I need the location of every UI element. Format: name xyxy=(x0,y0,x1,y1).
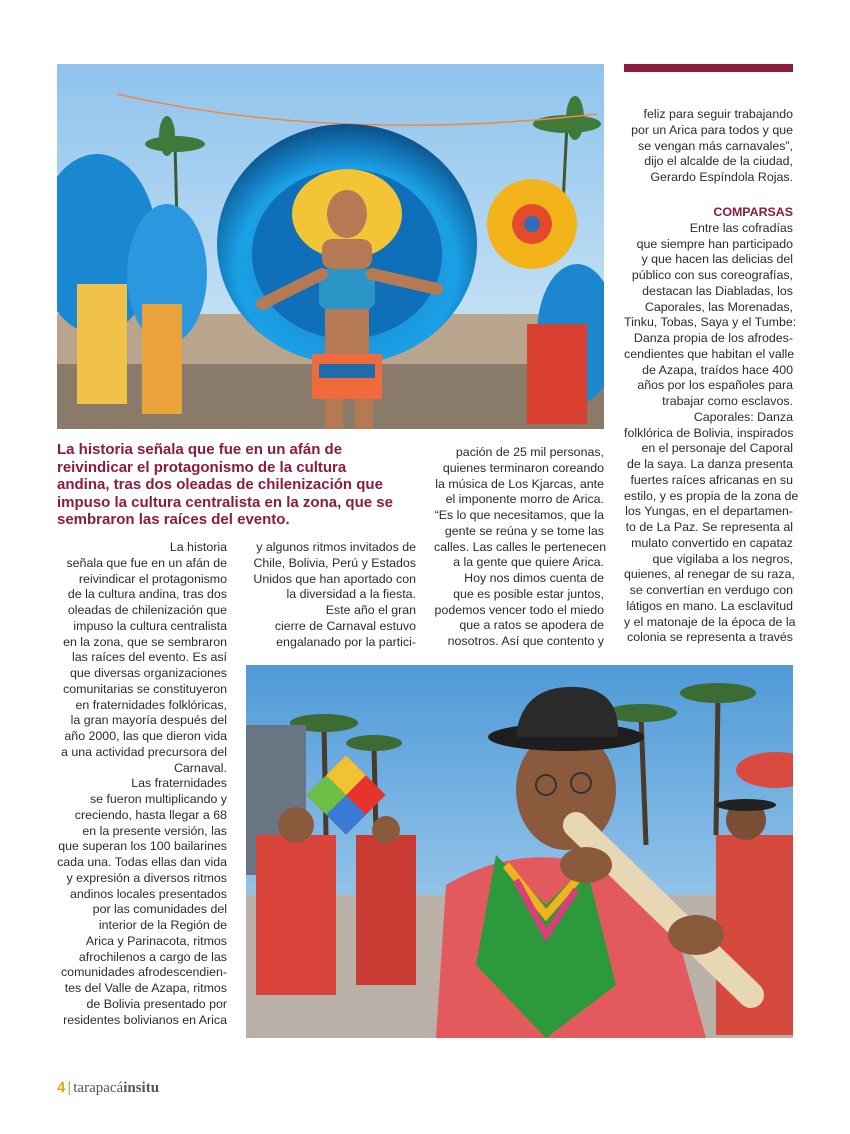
text-line: por un Arica para todos y que xyxy=(631,122,793,137)
text-line: de Bolivia presentado por xyxy=(86,996,227,1011)
magazine-brand-bold: insitu xyxy=(123,1080,160,1096)
text-line: que a ratos se apodera de xyxy=(459,618,604,633)
text-line: que superan los 100 bailarines xyxy=(58,839,227,854)
text-line: afrochilenos a cargo de las xyxy=(78,949,227,964)
text-line: y el matonaje de la época de la xyxy=(624,614,796,629)
text-line: Hoy nos dimos cuenta de xyxy=(464,571,604,585)
text-line: fuertes raíces africanas en su xyxy=(630,472,793,487)
text-line: quienes terminaron coreando xyxy=(442,460,604,475)
text-line: por las comunidades del xyxy=(92,902,227,917)
text-line: reivindicar el protagonismo xyxy=(78,571,227,586)
page-footer xyxy=(57,1079,159,1097)
text-line: cendientes que habitan el valle xyxy=(624,346,795,361)
pull-quote-line: La historia señala que fue en un afán de xyxy=(57,441,343,458)
text-line: nosotros. Así que contento y xyxy=(447,634,604,648)
footer-separator: | xyxy=(67,1079,72,1096)
text-line: podemos vencer todo el miedo xyxy=(434,602,604,617)
text-line: en fraternidades folklóricas, xyxy=(75,697,227,712)
text-line: trabajar como esclavos. xyxy=(662,394,793,408)
text-line: oleadas de chilenización que xyxy=(67,603,227,617)
text-line: se convertían en verdugo con xyxy=(629,583,793,597)
text-line: pación de 25 mil personas, xyxy=(455,445,604,459)
text-line: de la saya. La danza presenta xyxy=(626,457,793,471)
text-line: Danza propia de los afrodes- xyxy=(633,331,793,345)
pull-quote-line: sembraron las raíces del evento. xyxy=(57,511,290,529)
text-line: año 2000, las que dieron vida xyxy=(64,729,227,743)
text-line: los Yungas, en el departamen- xyxy=(625,504,793,519)
text-line: creciendo, hasta llegar a 68 xyxy=(74,807,227,822)
text-line: cierre de Carnaval estuvo xyxy=(274,618,416,633)
text-line: Caporales: Danza xyxy=(693,409,793,424)
text-line: tes del Valle de Azapa, ritmos xyxy=(64,981,227,995)
section-heading: COMPARSAS xyxy=(713,205,793,219)
text-line: a la gente que quiere Arica. xyxy=(453,555,604,570)
pull-quote xyxy=(57,441,409,529)
text-line: la gran mayoría después del xyxy=(70,713,227,728)
text-line: la música de Los Kjarcas, ante xyxy=(435,476,604,491)
text-line: La historia xyxy=(169,540,227,554)
text-line: látigos en mano. La esclavitud xyxy=(626,598,793,613)
article-column-3 xyxy=(434,445,607,650)
pull-quote-line: andina, tras dos oleadas de chilenización que xyxy=(57,476,383,494)
article-column-4 xyxy=(624,205,799,646)
text-line: a una actividad precursora del xyxy=(61,744,227,759)
text-line: Caporales, las Morenadas, xyxy=(644,299,793,314)
text-line: Este año el gran xyxy=(325,603,416,617)
text-line: público con sus coreografías, xyxy=(631,268,793,282)
text-line: estilo, y es propia de la zona de xyxy=(624,488,799,503)
page-number: 4 xyxy=(57,1079,66,1096)
text-line: Las fraternidades xyxy=(131,776,227,791)
text-line: y que hacen las delicias del xyxy=(641,252,793,267)
text-line: Chile, Bolivia, Perú y Estados xyxy=(253,555,416,570)
text-line: mulato convertido en capataz xyxy=(631,535,793,550)
article-column-4-top xyxy=(624,107,793,186)
text-line: cada una. Todas ellas dan vida xyxy=(57,855,227,869)
text-line: colonia se representa a través xyxy=(627,630,793,645)
text-line: feliz para seguir trabajando xyxy=(643,107,793,121)
text-line: andinos locales presentados xyxy=(69,886,227,901)
text-line: Arica y Parinacota, ritmos xyxy=(85,933,227,948)
pull-quote-line: impuso la cultura centralista en la zona, que se xyxy=(57,493,393,511)
text-line: de la cultura andina, tras dos xyxy=(67,587,227,602)
text-line: se vengan más carnavales”, xyxy=(638,138,793,153)
text-line: en la zona, que se sembraron xyxy=(63,634,227,649)
article-column-2 xyxy=(246,540,416,650)
text-line: Unidos que han aportado con xyxy=(253,571,416,586)
text-line: de Azapa, traídos hace 400 xyxy=(642,362,793,377)
accent-bar xyxy=(624,64,793,72)
pull-quote-line: reivindicar el protagonismo de la cultura xyxy=(57,458,347,476)
text-line: años por los españoles para xyxy=(637,378,793,393)
text-line: señala que fue en un afán de xyxy=(66,555,227,570)
text-line: y algunos ritmos invitados de xyxy=(256,540,416,554)
photo-carnival-dancer xyxy=(57,64,604,429)
text-line: las raíces del evento. Es así xyxy=(72,650,227,665)
text-line: residentes bolivianos en Arica xyxy=(63,1012,227,1027)
text-line: comunidades afrodescendien- xyxy=(60,965,227,980)
magazine-brand-light: tarapacá xyxy=(73,1080,124,1096)
text-line: Tinku, Tobas, Saya y el Tumbe: xyxy=(624,315,797,330)
text-line: Entre las cofradías xyxy=(689,220,793,235)
text-line: se fueron multiplicando y xyxy=(89,792,227,806)
text-line: destacan las Diabladas, los xyxy=(642,283,793,298)
text-line: que siempre han participado xyxy=(636,236,793,251)
text-line: comunitarias se constituyeron xyxy=(63,681,227,696)
text-line: “Es lo que necesitamos, que la xyxy=(434,508,604,522)
text-line: impuso la cultura centralista xyxy=(73,618,227,633)
text-line: el imponente morro de Arica. xyxy=(445,492,604,507)
text-line: Carnaval. xyxy=(173,760,227,775)
text-line: folklórica de Bolivia, inspirados xyxy=(624,425,794,440)
article-column-1 xyxy=(57,540,227,1028)
text-line: en el personaje del Caporal xyxy=(641,441,793,456)
text-line: calles. Las calles le pertenecen xyxy=(434,539,607,554)
text-line: to de La Paz. Se representa al xyxy=(625,520,793,534)
text-line: gente se reúna y se tome las xyxy=(444,523,604,538)
text-line: la diversidad a la fiesta. xyxy=(286,587,416,602)
text-line: interior de la Región de xyxy=(98,918,227,932)
text-line: Gerardo Espíndola Rojas. xyxy=(650,170,793,184)
text-line: y expresión a diversos ritmos xyxy=(66,870,227,885)
text-line: que diversas organizaciones xyxy=(69,666,227,680)
text-line: quienes, al renegar de su raza, xyxy=(624,567,795,582)
text-line: engalanado por la partici- xyxy=(276,634,416,649)
text-line: dijo el alcalde de la ciudad, xyxy=(644,154,793,169)
photo-flute-musician xyxy=(246,665,793,1038)
text-line: en la presente versión, las xyxy=(82,823,227,838)
text-line: que vigilaba a los negros, xyxy=(652,551,793,566)
text-line: que es posible estar juntos, xyxy=(453,586,604,601)
